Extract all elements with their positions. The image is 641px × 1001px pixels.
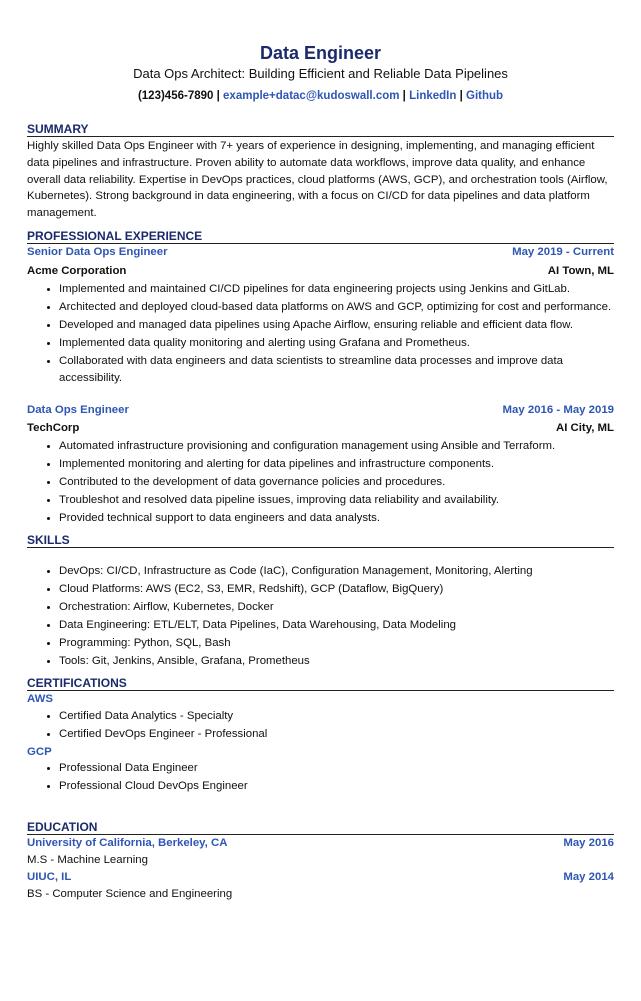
separator: | — [216, 90, 220, 102]
list-item: • Architected and deployed cloud-based data platforms on AWS and GCP, optimizing for cost and performance. — [59, 299, 614, 316]
section-title-certifications: CERTIFICATIONS — [27, 676, 614, 691]
education-section — [27, 820, 614, 903]
list-item: • Professional Data Engineer — [59, 760, 614, 777]
graduation-date: May 2014 — [563, 870, 614, 883]
list-item: • Troubleshot and resolved data pipeline issues, improving data reliability and availability. — [59, 492, 614, 509]
list-item: • Orchestration: Airflow, Kubernetes, Docker — [59, 599, 614, 616]
skills-list — [27, 563, 614, 670]
resume-name: Data Engineer — [259, 43, 382, 63]
list-item: • Provided technical support to data engineers and data analysts. — [59, 510, 614, 527]
resume-tagline: Data Ops Architect: Building Efficient and Reliable Data Pipelines — [133, 66, 508, 81]
cert-list — [27, 708, 614, 743]
separator: | — [402, 90, 406, 102]
job-entry — [27, 244, 614, 387]
summary-text: Highly skilled Data Ops Engineer with 7+ years of experience in designing, implementing, and managing efficient data pipelines and infrastructure. Proven ability to automate data workflows, improve data quality, and enhance overall data reliability. Expertise in DevOps practices, cloud platforms (AWS, GCP), and orchestration tools (Airflow, Kubernetes). Strong background in data engineering, with a focus on CI/CD for data pipelines and data platform management. — [27, 140, 608, 220]
certifications-section — [27, 676, 614, 795]
summary-section — [27, 122, 614, 222]
cert-list — [27, 760, 614, 795]
list-item: • Contributed to the development of data governance policies and procedures. — [59, 474, 614, 491]
skills-section — [27, 533, 614, 670]
list-item: • Cloud Platforms: AWS (EC2, S3, EMR, Redshift), GCP (Dataflow, BigQuery) — [59, 581, 614, 598]
github-link[interactable]: Github — [466, 90, 504, 102]
list-item: • Professional Cloud DevOps Engineer — [59, 778, 614, 795]
degree: BS - Computer Science and Engineering — [27, 887, 233, 900]
separator: | — [459, 90, 463, 102]
list-item: • Tools: Git, Jenkins, Ansible, Grafana, Prometheus — [59, 653, 614, 670]
experience-section — [27, 229, 614, 527]
job-bullets — [27, 281, 614, 387]
section-title-experience: PROFESSIONAL EXPERIENCE — [27, 229, 614, 244]
job-location: AI Town, ML — [547, 264, 614, 277]
graduation-date: May 2016 — [563, 836, 614, 849]
company-name: Acme Corporation — [27, 264, 127, 277]
list-item: • Implemented monitoring and alerting for data pipelines and infrastructure components. — [59, 456, 614, 473]
section-title-education: EDUCATION — [27, 820, 614, 835]
job-bullets — [27, 438, 614, 527]
job-title: Senior Data Ops Engineer — [27, 245, 168, 258]
list-item: • Certified DevOps Engineer - Professional — [59, 726, 614, 743]
degree: M.S - Machine Learning — [27, 853, 148, 866]
job-location: AI City, ML — [555, 422, 614, 435]
list-item: • Certified Data Analytics - Specialty — [59, 708, 614, 725]
email-link[interactable]: example+datac@kudoswall.com — [223, 90, 400, 102]
section-title-skills: SKILLS — [27, 533, 614, 548]
company-name: TechCorp — [27, 422, 80, 435]
cert-group-gcp: GCP — [27, 745, 52, 758]
resume-page — [0, 42, 641, 1001]
contact-line — [27, 88, 614, 104]
job-dates: May 2019 - Current — [512, 245, 614, 258]
job-dates: May 2016 - May 2019 — [502, 404, 614, 417]
school-name: UIUC, IL — [27, 870, 72, 883]
job-entry — [27, 402, 614, 527]
cert-group-aws: AWS — [27, 693, 53, 706]
phone-number: (123)456-7890 — [137, 90, 214, 102]
list-item: • Automated infrastructure provisioning and configuration management using Ansible and Terraform. — [59, 438, 614, 455]
school-name: University of California, Berkeley, CA — [27, 836, 228, 849]
list-item: • Implemented and maintained CI/CD pipelines for data engineering projects using Jenkins and GitLab. — [59, 281, 614, 298]
linkedin-link[interactable]: LinkedIn — [409, 90, 457, 102]
section-title-summary: SUMMARY — [27, 122, 614, 137]
list-item: • Data Engineering: ETL/ELT, Data Pipelines, Data Warehousing, Data Modeling — [59, 617, 614, 634]
list-item: • Collaborated with data engineers and data scientists to streamline data processes and improve data accessibility. — [59, 353, 614, 388]
list-item: • Implemented data quality monitoring and alerting using Grafana and Prometheus. — [59, 335, 614, 352]
list-item: • Developed and managed data pipelines using Apache Airflow, ensuring reliable and efficient data flow. — [59, 317, 614, 334]
list-item: • DevOps: CI/CD, Infrastructure as Code (IaC), Configuration Management, Monitoring, Alerting — [59, 563, 614, 580]
list-item: • Programming: Python, SQL, Bash — [59, 635, 614, 652]
job-title: Data Ops Engineer — [27, 404, 129, 417]
